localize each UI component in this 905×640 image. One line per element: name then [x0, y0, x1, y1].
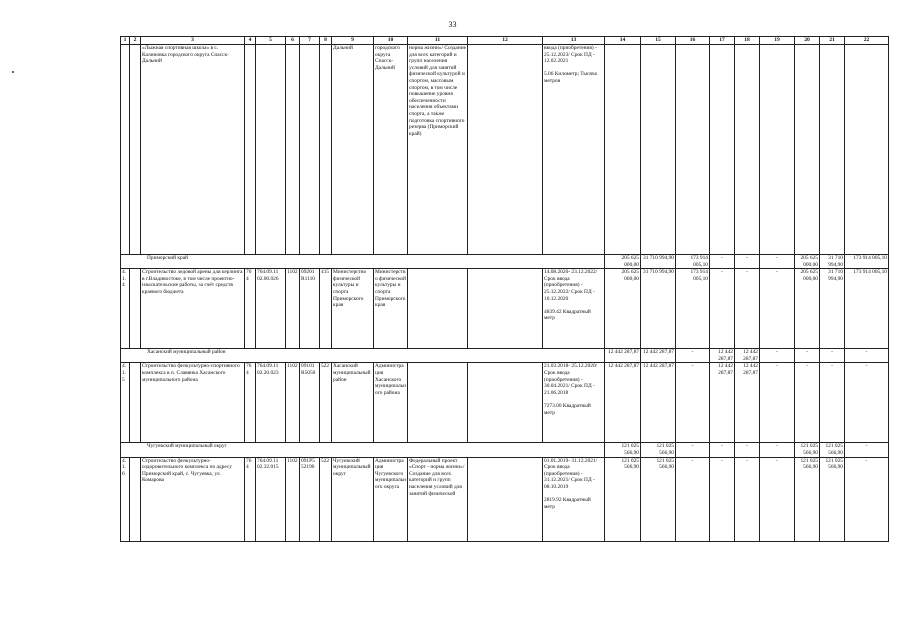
header-row	[121, 37, 889, 45]
dates-cell: 14.08.2020- 23.12.2022/ Срок ввода (приобретения) - 25.12.2022/ Срок ПД - 10.12.2020 4839.42 Квадратный метр	[543, 269, 605, 349]
row-number-cell: 4.1.5	[121, 363, 130, 443]
amount-cell: -	[735, 443, 760, 457]
amount-cell: -	[676, 457, 710, 541]
amount-cell: -	[676, 349, 710, 363]
amount-cell: 173 914 005,10	[676, 269, 710, 349]
amount-cell: -	[820, 363, 845, 443]
header-cell: 7	[300, 37, 320, 45]
data-table	[120, 36, 889, 542]
header-cell: 11	[408, 37, 468, 45]
amount-cell: 121 025 566,90	[795, 457, 820, 541]
amount-cell: -	[710, 255, 735, 269]
amount-cell: -	[710, 443, 735, 457]
header-cell: 3	[141, 37, 245, 45]
code-cell: 415	[320, 269, 332, 349]
object-name-cell: «Лыжная спортивная школа» в с. Калиновка городского округа Спасск-Дальний	[141, 45, 245, 255]
municipality-cell: Чугуевский муниципальный округ	[332, 457, 374, 541]
amount-cell: 12 442 287,87	[710, 363, 735, 443]
amount-cell: 12 442 287,87	[641, 349, 676, 363]
amount-cell: -	[710, 457, 735, 541]
page-number: 33	[448, 20, 457, 29]
amount-cell: 173 914 005,10	[845, 255, 889, 269]
code-cell: 764.09.11 02.00.026	[256, 269, 286, 349]
header-cell: 1	[121, 37, 130, 45]
amount-cell: -	[676, 363, 710, 443]
header-cell: 5	[256, 37, 286, 45]
header-cell: 21	[820, 37, 845, 45]
amount-cell: 205 625 000,00	[795, 255, 820, 269]
customer-cell: Министерство физической культуры и спорта Приморского края	[374, 269, 408, 349]
amount-cell: -	[760, 255, 795, 269]
object-name-cell: Строительство ледовой арены для керлинга в г.Владивостоке, в том числе проектно-изыскательские работы, за счёт средств краевого бюджета	[141, 269, 245, 349]
table-row-subtotal	[121, 349, 889, 363]
amount-cell: -	[760, 443, 795, 457]
header-cell: 8	[320, 37, 332, 45]
amount-cell: -	[710, 269, 735, 349]
dates-cell: 21.03.2018- 25.12.2020/ Срок ввода (приобретения) - 30.04.2021/ Срок ПД - 21.06.2018 7273.00 Квадратный метр	[543, 363, 605, 443]
header-cell: 16	[676, 37, 710, 45]
subtotal-label: Чугуевский муниципальный округ	[121, 443, 605, 457]
table-row-subtotal	[121, 443, 889, 457]
amount-cell: 12 442 287,87	[605, 363, 641, 443]
amount-cell: -	[735, 269, 760, 349]
code-cell: 09201 R1110	[300, 269, 320, 349]
amount-cell: 31 710 994,90	[820, 255, 845, 269]
object-name-cell: Строительство физкультурно-оздоровительного комплекса по адресу Приморский край, с. Чугуевка, ул. Комарова	[141, 457, 245, 541]
amount-cell: -	[845, 443, 889, 457]
amount-cell: 205 625 000,00	[795, 269, 820, 349]
amount-cell: 12 442 287,87	[641, 363, 676, 443]
amount-cell: 31 710 994,90	[641, 255, 676, 269]
amount-cell: 12 442 287,87	[605, 349, 641, 363]
amount-cell: -	[795, 349, 820, 363]
amount-cell: -	[845, 457, 889, 541]
amount-cell: 121 025 566,90	[605, 457, 641, 541]
amount-cell: 121 025 566,90	[820, 443, 845, 457]
amount-cell: -	[676, 443, 710, 457]
code-cell: 1102	[286, 363, 300, 443]
header-cell: 2	[130, 37, 141, 45]
code-cell: 764.09.11 02.20.023	[256, 363, 286, 443]
amount-cell: -	[735, 457, 760, 541]
amount-cell: -	[735, 255, 760, 269]
header-cell: 14	[605, 37, 641, 45]
municipality-cell: Дальний	[332, 45, 374, 255]
header-cell: 9	[332, 37, 374, 45]
code-cell: 764	[245, 269, 256, 349]
municipality-cell: Хасанский муниципальный район	[332, 363, 374, 443]
header-cell: 19	[760, 37, 795, 45]
amount-cell: 205 625 000,00	[605, 269, 641, 349]
code-cell: 522	[320, 363, 332, 443]
header-cell: 22	[845, 37, 889, 45]
amount-cell: -	[760, 349, 795, 363]
code-cell: 764	[245, 363, 256, 443]
row-number-cell: 4.1.4	[121, 269, 130, 349]
customer-cell: Администрация Чугуевского муниципального округа	[374, 457, 408, 541]
amount-cell: 205 625 000,00	[605, 255, 641, 269]
code-cell: 1102	[286, 457, 300, 541]
header-cell: 18	[735, 37, 760, 45]
project-cell: Федеральный проект «Спорт - норма жизни»/ Создание для всех категорий и групп населения условий для занятий физической	[408, 457, 468, 541]
header-cell: 10	[374, 37, 408, 45]
amount-cell: 121 025 566,90	[795, 443, 820, 457]
header-cell: 17	[710, 37, 735, 45]
scan-speck	[12, 71, 14, 73]
dates-cell: 01.01.2019- 31.12.2021/ Срок ввода (приобретения) - 31.12.2021/ Срок ПД - 08.10.2019 2819.92 Квадратный метр	[543, 457, 605, 541]
table-row	[121, 269, 889, 349]
amount-cell: -	[760, 269, 795, 349]
table-row	[121, 363, 889, 443]
amount-cell: 173 914 005,10	[676, 255, 710, 269]
amount-cell: -	[760, 363, 795, 443]
amount-cell: -	[760, 457, 795, 541]
amount-cell: 121 025 566,90	[641, 457, 676, 541]
table-row-continuation	[121, 45, 889, 255]
customer-cell: городского округа Спасск-Дальний	[374, 45, 408, 255]
code-cell: 1102	[286, 269, 300, 349]
code-cell: 764	[245, 457, 256, 541]
code-cell: 522	[320, 457, 332, 541]
amount-cell: 12 442 287,87	[710, 349, 735, 363]
subtotal-label: Приморский край	[121, 255, 605, 269]
amount-cell: 173 914 005,10	[845, 269, 889, 349]
amount-cell: 121 025 566,90	[641, 443, 676, 457]
amount-cell: -	[845, 349, 889, 363]
amount-cell: -	[845, 363, 889, 443]
table-row-subtotal	[121, 255, 889, 269]
header-cell: 4	[245, 37, 256, 45]
code-cell: 09101 R5050	[300, 363, 320, 443]
dates-cell: ввода (приобретения) - 25.12.2023/ Срок ПД - 12.02.2021 5.06 Километр; Тысяча метров	[543, 45, 605, 255]
row-number-cell: 4.1.6	[121, 457, 130, 541]
customer-cell: Администрация Хасанского муниципального района	[374, 363, 408, 443]
project-cell: норма жизни»/ Создание для всех категорий и групп населения условий для занятий физической культурой и спортом, массовым спортом, в том числе повышение уровня обеспеченности населения объектами спорта, а также подготовка спортивного резерва (Приморский край)	[408, 45, 468, 255]
amount-cell: 121 025 566,90	[820, 457, 845, 541]
header-cell: 13	[543, 37, 605, 45]
municipality-cell: Министерство физической культуры и спорта Приморского края	[332, 269, 374, 349]
subtotal-label: Хасанский муниципальный район	[121, 349, 605, 363]
code-cell: 091P5 52190	[300, 457, 320, 541]
amount-cell: 31 710 994,90	[641, 269, 676, 349]
amount-cell: 12 442 287,87	[735, 349, 760, 363]
object-name-cell: Строительство физкультурно-спортивного комплекса в п. Славянка Хасанского муниципального района	[141, 363, 245, 443]
header-cell: 20	[795, 37, 820, 45]
header-cell: 6	[286, 37, 300, 45]
code-cell: 764.09.11 02.32.015	[256, 457, 286, 541]
amount-cell: 12 442 287,87	[735, 363, 760, 443]
amount-cell: 121 025 566,90	[605, 443, 641, 457]
header-cell: 15	[641, 37, 676, 45]
amount-cell: -	[820, 349, 845, 363]
table-row	[121, 457, 889, 541]
amount-cell: -	[795, 363, 820, 443]
amount-cell: 31 710 994,90	[820, 269, 845, 349]
header-cell: 12	[468, 37, 543, 45]
